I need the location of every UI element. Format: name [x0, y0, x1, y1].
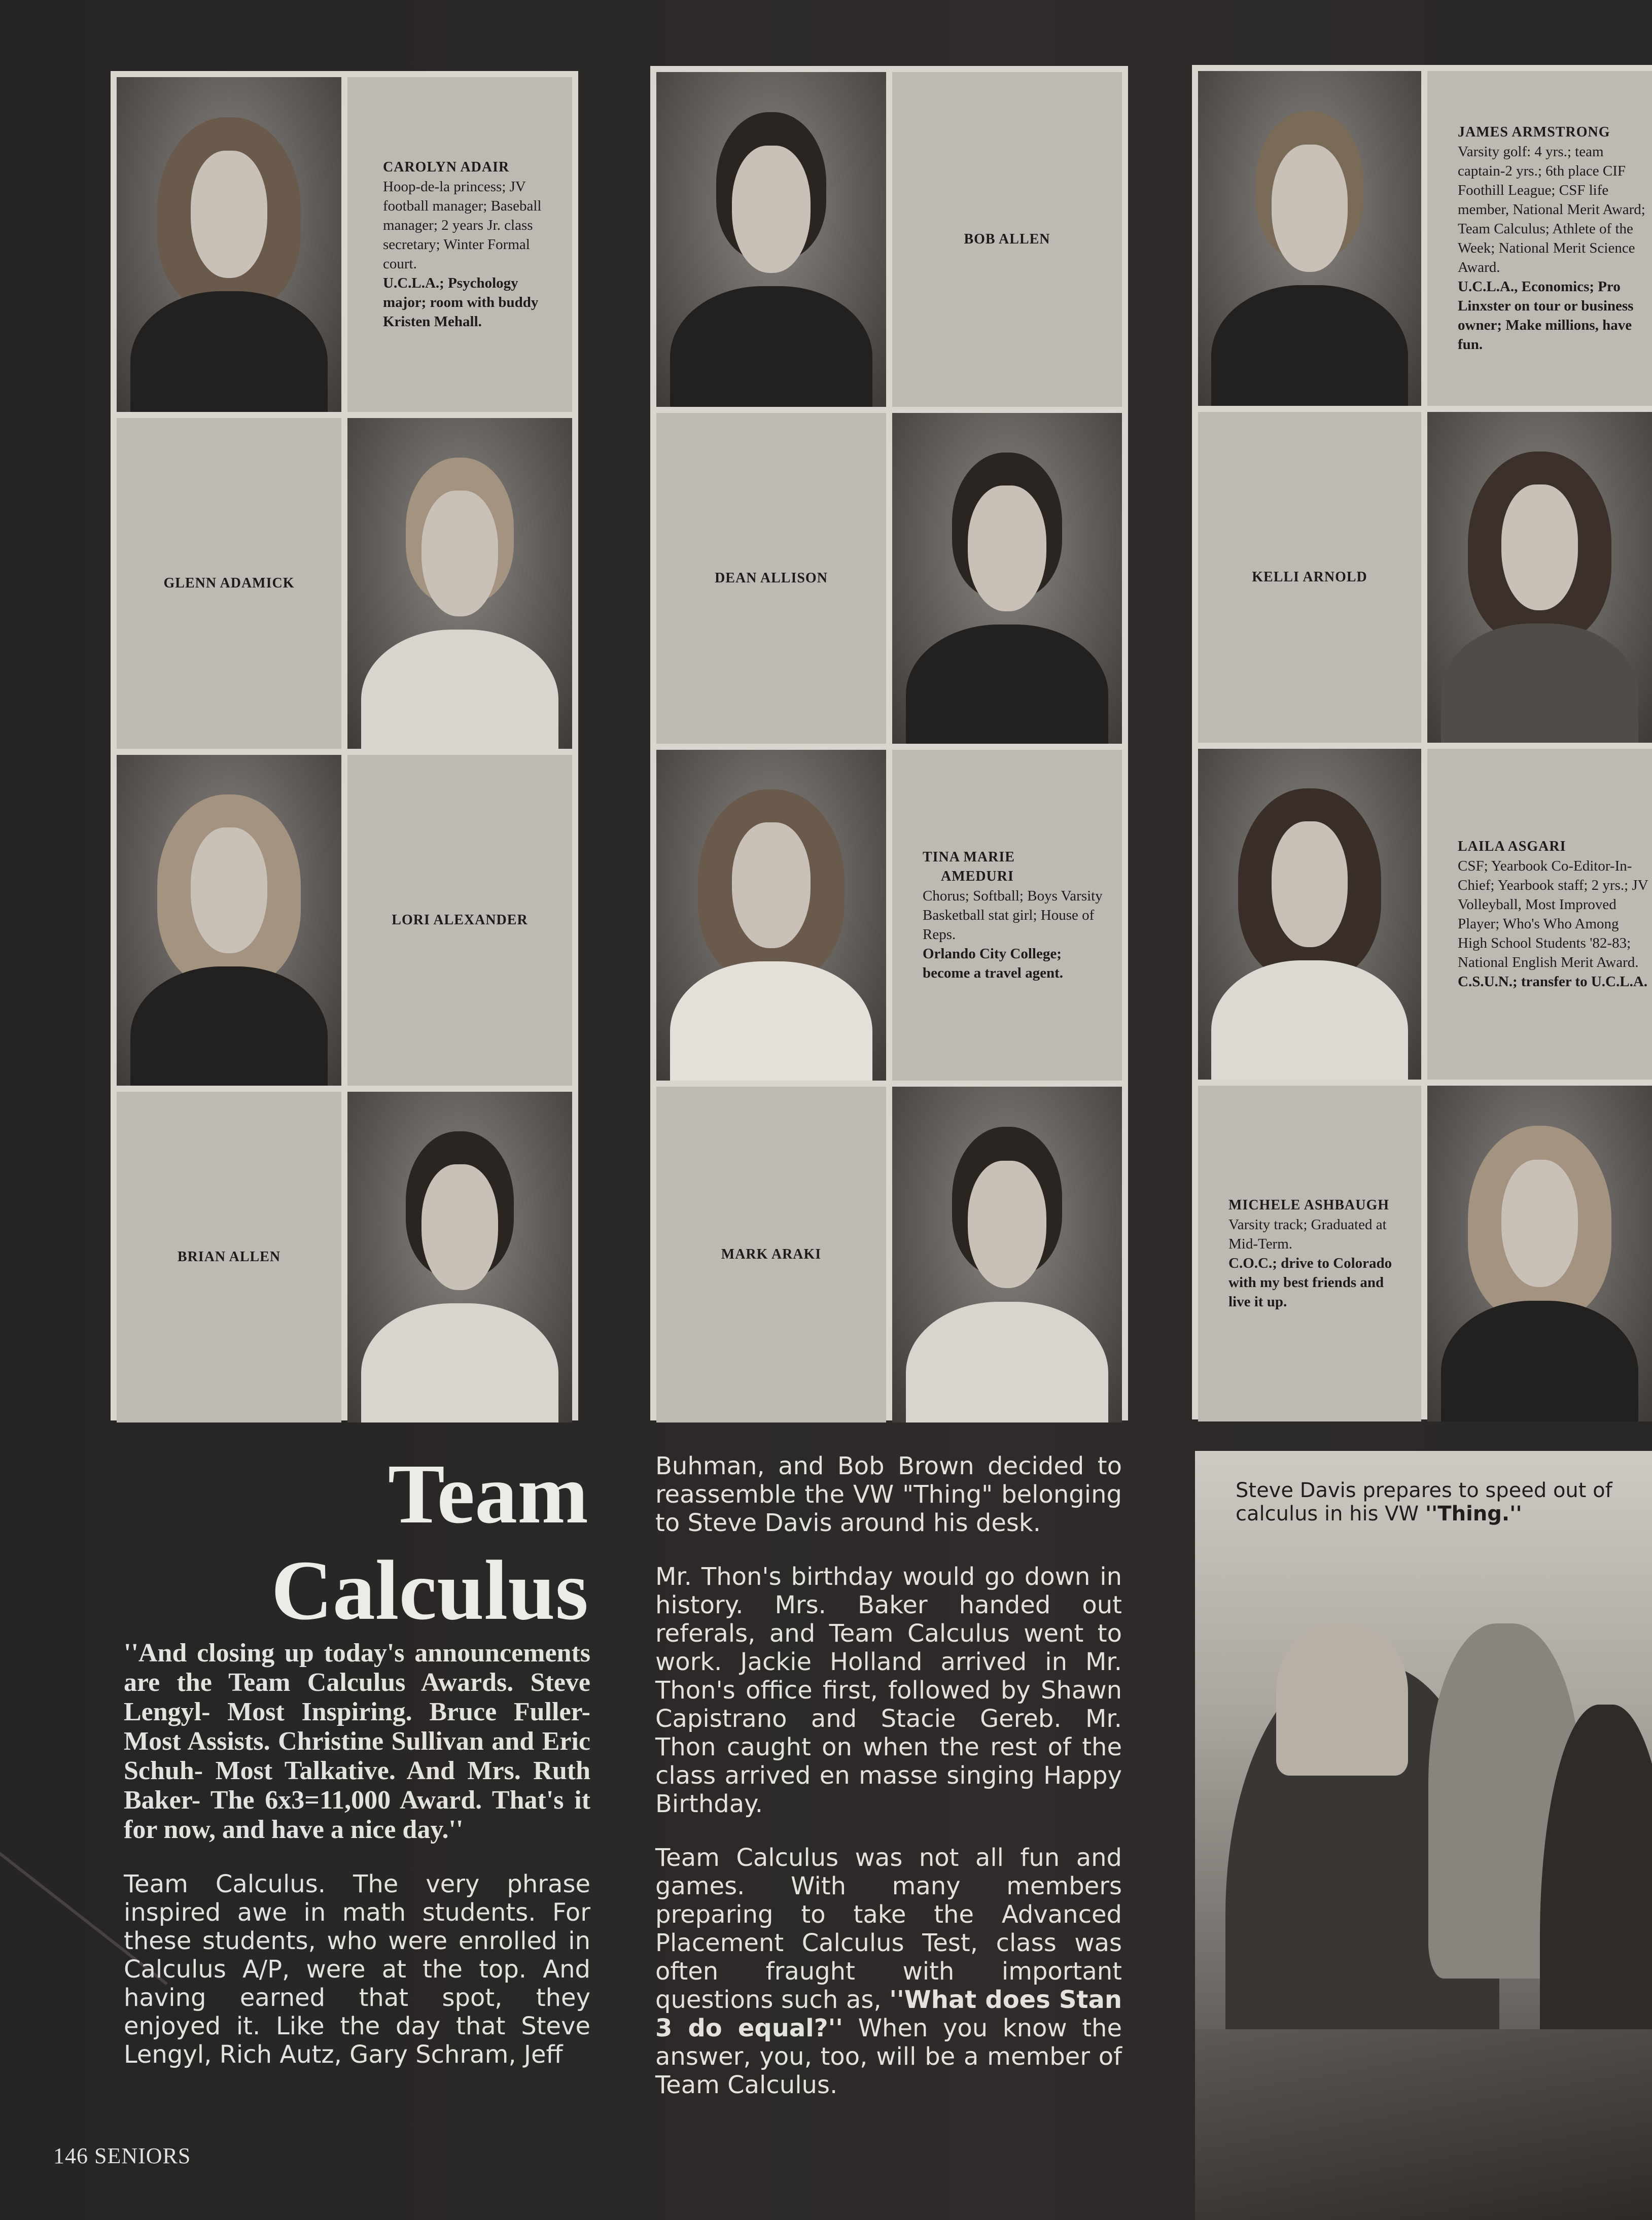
- senior-name: LAILA ASGARI: [1458, 839, 1566, 854]
- senior-name: LORI ALEXANDER: [392, 912, 528, 928]
- feature-paragraph: Mr. Thon's birthday would go down in history. Mrs. Baker handed out referals, and Team Calculus went to work. Jackie Holland arrived in Mr. Thon's office first, followed by Shawn Capistrano and Stacie Gereb. Mr. Thon caught on when the rest of the class arrived en masse singing Happy Birthday.: [655, 1563, 1122, 1818]
- caption-text: Steve Davis prepares to speed out of calculus in his VW: [1236, 1479, 1612, 1525]
- senior-future-plans: C.S.U.N.; transfer to U.C.L.A.: [1458, 974, 1648, 990]
- senior-bio-tina-marie-ameduri: [892, 750, 1122, 1081]
- senior-photo-dean-allison: [892, 413, 1122, 744]
- senior-photo-mark-araki: [892, 1087, 1122, 1423]
- senior-name: BOB ALLEN: [964, 231, 1050, 247]
- senior-bio-glenn-adamick: [117, 418, 341, 749]
- senior-activities: Varsity track; Graduated at Mid-Term.: [1228, 1217, 1387, 1252]
- senior-name: KELLI ARNOLD: [1252, 569, 1367, 585]
- senior-bio-michele-ashbaugh: [1198, 1086, 1421, 1421]
- senior-activities: Hoop-de-la princess; JV football manager; Baseball manager; 2 years Jr. class secretary; Winter Formal court.: [383, 179, 542, 272]
- student-face: [1276, 1623, 1408, 1776]
- feature-pull-quote: ''And closing up today's announcements are the Team Calculus Awards. Steve Lengyl- Most Inspiring. Bruce Fuller- Most Assists. Christine Sullivan and Eric Schuh- Most Talkative. And Mrs. Ruth Baker- The 6x3=11,000 Award. That's it for now, and have a nice day.'': [124, 1639, 590, 1844]
- senior-photo-james-armstrong: [1198, 71, 1421, 406]
- feature-column-2: [655, 1452, 1122, 2125]
- senior-bio-carolyn-adair: [347, 77, 572, 412]
- senior-photo-bob-allen: [656, 72, 886, 407]
- senior-photo-brian-allen: [347, 1092, 572, 1423]
- desk: [1195, 2029, 1652, 2220]
- senior-photo-glenn-adamick: [347, 418, 572, 749]
- feature-paragraph: Team Calculus. The very phrase inspired awe in math students. For these students, who were enrolled in Calculus A/P, were at the top. And having earned that spot, they enjoyed it. Like the day that Steve Lengyl, Rich Autz, Gary Schram, Jeff: [124, 1870, 590, 2069]
- senior-bio-laila-asgari: [1427, 749, 1652, 1080]
- senior-bio-brian-allen: [117, 1092, 341, 1423]
- senior-photo-laila-asgari: [1198, 749, 1421, 1080]
- senior-photo-tina-marie-ameduri: [656, 750, 886, 1081]
- feature-paragraph-text: Team Calculus was not all fun and games. With many members preparing to take the Advanced Placement Calculus Test, class was often fraught with important questions such as,: [655, 1844, 1122, 2014]
- senior-bio-bob-allen: [892, 72, 1122, 407]
- senior-future-plans: Orlando City College; become a travel agent.: [923, 946, 1064, 981]
- senior-column-1: [111, 71, 578, 1420]
- senior-name: DEAN ALLISON: [715, 570, 828, 586]
- senior-column-2: [650, 66, 1128, 1420]
- senior-name: JAMES ARMSTRONG: [1458, 124, 1610, 140]
- feature-paragraph-emphasis: ''What does Stan 3 do equal?'': [655, 1986, 1122, 2042]
- senior-name: MICHELE ASHBAUGH: [1228, 1197, 1390, 1213]
- caption-emphasis: ''Thing.'': [1425, 1502, 1522, 1525]
- senior-activities: Varsity golf: 4 yrs.; team captain-2 yrs.; 6th place CIF Foothill League; CSF life member, National Merit Award; Team Calculus; Athlete of the Week; National Merit Science Award.: [1458, 144, 1645, 275]
- senior-name-continued: AMEDURI: [941, 869, 1014, 884]
- senior-column-3: [1192, 65, 1652, 1419]
- senior-name: MARK ARAKI: [721, 1246, 822, 1262]
- senior-photo-kelli-arnold: [1427, 412, 1652, 743]
- feature-paragraph: Buhman, and Bob Brown decided to reassemble the VW "Thing" belonging to Steve Davis around his desk.: [655, 1452, 1122, 1537]
- page-folio: 146 SENIORS: [53, 2143, 191, 2168]
- senior-name: BRIAN ALLEN: [177, 1249, 281, 1265]
- candid-photo-steve-davis: [1195, 1451, 1652, 2220]
- senior-future-plans: C.O.C.; drive to Colorado with my best friends and live it up.: [1228, 1255, 1392, 1310]
- senior-bio-kelli-arnold: [1198, 412, 1421, 743]
- senior-name: TINA MARIE: [923, 849, 1015, 865]
- senior-photo-carolyn-adair: [117, 77, 341, 412]
- senior-future-plans: U.C.L.A.; Psychology major; room with buddy Kristen Mehall.: [383, 275, 539, 330]
- feature-title-line-1: Team: [388, 1447, 588, 1541]
- feature-paragraph: [655, 1844, 1122, 2099]
- senior-bio-mark-araki: [656, 1087, 886, 1423]
- feature-title-line-2: Calculus: [271, 1543, 588, 1638]
- feature-column-1: [124, 1639, 590, 2094]
- senior-photo-michele-ashbaugh: [1427, 1086, 1652, 1421]
- senior-name: CAROLYN ADAIR: [383, 159, 510, 175]
- senior-bio-lori-alexander: [347, 755, 572, 1086]
- senior-name: GLENN ADAMICK: [163, 575, 295, 591]
- senior-future-plans: U.C.L.A., Economics; Pro Linxster on tour or business owner; Make millions, have fun.: [1458, 279, 1634, 353]
- senior-activities: Chorus; Softball; Boys Varsity Basketball stat girl; House of Reps.: [923, 888, 1103, 943]
- feature-paragraph-text: When you know the answer, you, too, will be a member of Team Calculus.: [655, 2014, 1122, 2099]
- photo-caption: [1236, 1479, 1641, 1525]
- senior-bio-dean-allison: [656, 413, 886, 744]
- feature-title: [162, 1446, 588, 1639]
- senior-bio-james-armstrong: [1427, 71, 1652, 406]
- senior-activities: CSF; Yearbook Co-Editor-In-Chief; Yearbook staff; 2 yrs.; JV Volleyball, Most Improved Player; Who's Who Among High School Students '82-83; National English Merit Award.: [1458, 858, 1648, 970]
- senior-photo-lori-alexander: [117, 755, 341, 1086]
